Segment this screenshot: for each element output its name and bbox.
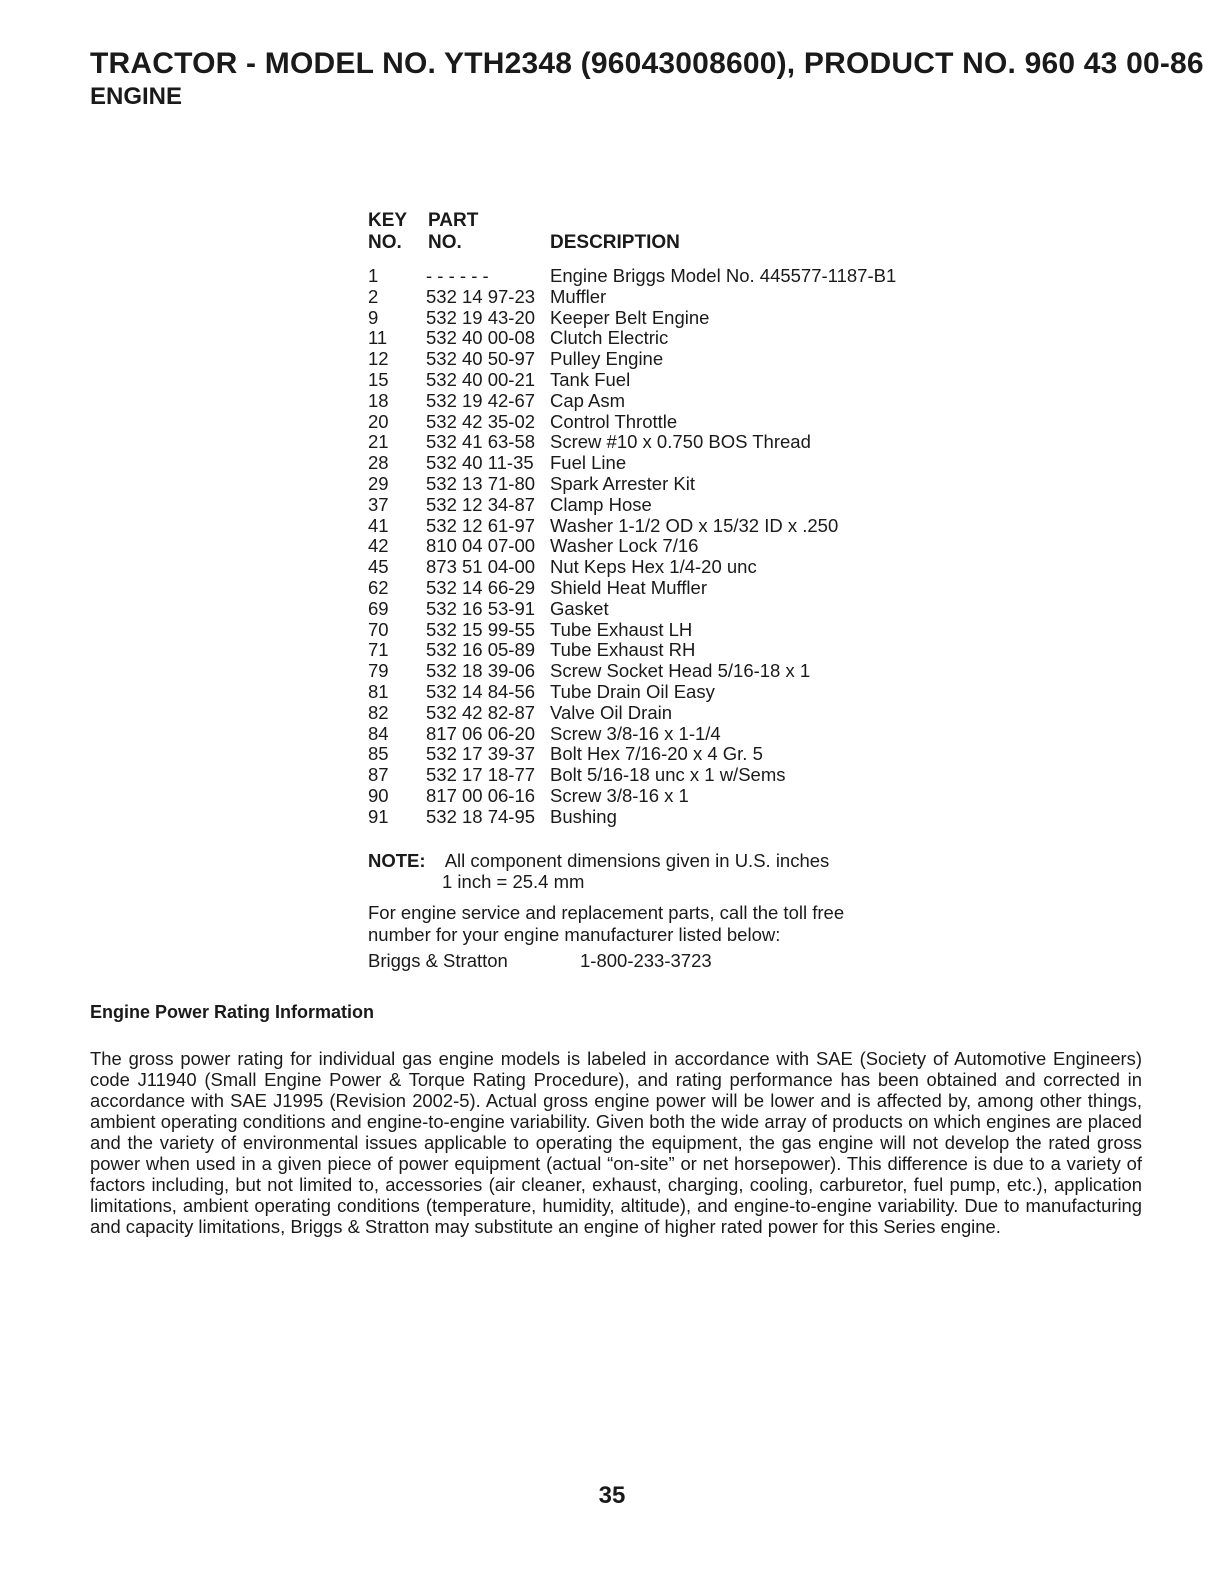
table-row	[368, 557, 968, 578]
part-no: 532 19 43-20	[426, 306, 536, 328]
service-line-1: For engine service and replacement parts, call the toll free	[368, 901, 845, 923]
part-description: Shield Heat Muffler	[550, 576, 707, 598]
part-description: Bushing	[550, 805, 617, 827]
table-row	[368, 682, 968, 703]
part-description: Tank Fuel	[550, 368, 631, 390]
part-description: Washer 1-1/2 OD x 15/32 ID x .250	[550, 514, 839, 536]
part-description: Fuel Line	[550, 452, 627, 474]
power-rating-paragraph: The gross power rating for individual gas engine models is labeled in accordance with SAE (Society of Automotive Engineers) code J11940 (Small Engine Power & Torque Rating Procedure), and rating performance has been obtained and corrected in accordance with SAE J1995 (Revision 2002-5). Actual gross engine power will be lower and is affected by, among other things, ambient operating conditions and engine-to-engine variability. Given both the wide array of products on which engines are placed and the variety of environmental issues applicable to operating the equipment, the gas engine will not develop the rated gross power when used in a given piece of power equipment (actual “on-site” or net horsepower). This difference is due to a variety of factors including, but not limited to, accessories (air cleaner, exhaust, charging, cooling, carburetor, fuel pump, etc.), application limitations, ambient operating conditions (temperature, humidity, altitude), and engine-to-engine variability. Due to manufacturing and capacity limitations, Briggs & Stratton may substitute an engine of higher rated power for this Series engine.	[90, 1048, 1142, 1237]
key-no: 90	[368, 784, 389, 806]
key-no: 9	[368, 306, 379, 328]
note-label: NOTE:	[368, 849, 426, 871]
part-no: 532 17 18-77	[426, 764, 536, 786]
table-row	[368, 266, 968, 287]
part-no: 532 42 35-02	[426, 410, 536, 432]
table-row	[368, 412, 968, 433]
key-no: 37	[368, 493, 389, 515]
table-row	[368, 308, 968, 329]
key-no: 2	[368, 285, 379, 307]
part-description: Bolt 5/16-18 unc x 1 w/Sems	[550, 764, 786, 786]
description-header: DESCRIPTION	[550, 232, 680, 253]
manufacturer-name: Briggs & Stratton	[368, 949, 508, 971]
table-row	[368, 661, 968, 682]
parts-table-header	[368, 210, 968, 254]
part-description: Bolt Hex 7/16-20 x 4 Gr. 5	[550, 743, 763, 765]
table-row	[368, 703, 968, 724]
key-no: 21	[368, 431, 389, 453]
key-no: 85	[368, 743, 389, 765]
manufacturer-contact	[368, 950, 968, 972]
part-no: 532 14 84-56	[426, 680, 536, 702]
part-no: 817 06 06-20	[426, 722, 536, 744]
key-no: 69	[368, 597, 389, 619]
part-no: 532 18 39-06	[426, 660, 536, 682]
part-description: Spark Arrester Kit	[550, 472, 695, 494]
part-no: 532 14 97-23	[426, 285, 536, 307]
power-rating-heading: Engine Power Rating Information	[90, 1002, 375, 1022]
table-row	[368, 724, 968, 745]
part-no: 532 12 34-87	[426, 493, 536, 515]
part-no: 532 14 66-29	[426, 576, 536, 598]
table-row	[368, 287, 968, 308]
note-text: All component dimensions given in U.S. inches	[444, 849, 830, 871]
parts-list	[368, 210, 968, 972]
part-description: Screw 3/8-16 x 1	[550, 784, 689, 806]
page-title: TRACTOR - MODEL NO. YTH2348 (96043008600), PRODUCT NO. 960 43 00-86	[90, 47, 1204, 80]
part-no: 532 16 05-89	[426, 639, 536, 661]
part-description: Tube Drain Oil Easy	[550, 680, 715, 702]
key-no: 71	[368, 639, 389, 661]
key-no: 84	[368, 722, 389, 744]
table-row	[368, 349, 968, 370]
table-row	[368, 599, 968, 620]
table-row	[368, 765, 968, 786]
part-description: Pulley Engine	[550, 348, 664, 370]
part-no: 810 04 07-00	[426, 535, 536, 557]
table-row	[368, 640, 968, 661]
key-no: 82	[368, 701, 389, 723]
part-description: Screw 3/8-16 x 1-1/4	[550, 722, 721, 744]
part-description: Clamp Hose	[550, 493, 652, 515]
parts-table	[368, 266, 968, 828]
key-no: 18	[368, 389, 389, 411]
key-no: 45	[368, 556, 389, 578]
part-description: Muffler	[550, 285, 607, 307]
part-no: 532 15 99-55	[426, 618, 536, 640]
part-no: 532 40 11-35	[426, 452, 534, 474]
part-description: Washer Lock 7/16	[550, 535, 699, 557]
table-row	[368, 495, 968, 516]
key-no: 41	[368, 514, 389, 536]
table-row	[368, 516, 968, 537]
table-row	[368, 453, 968, 474]
part-description: Cap Asm	[550, 389, 626, 411]
part-no: 532 19 42-67	[426, 389, 536, 411]
key-no: 1	[368, 265, 379, 286]
part-no: 532 40 00-08	[426, 327, 536, 349]
page-subtitle: ENGINE	[90, 83, 183, 110]
key-no: 12	[368, 348, 389, 370]
table-row	[368, 391, 968, 412]
part-no: 817 00 06-16	[426, 784, 536, 806]
part-description: Gasket	[550, 597, 609, 619]
page-number: 35	[598, 1482, 626, 1509]
table-row	[368, 744, 968, 765]
service-info	[368, 902, 968, 946]
part-no: 532 16 53-91	[426, 597, 536, 619]
table-row	[368, 432, 968, 453]
manufacturer-phone: 1-800-233-3723	[580, 949, 712, 971]
note-conversion: 1 inch = 25.4 mm	[442, 870, 585, 892]
key-no: 15	[368, 368, 389, 390]
part-description: Control Throttle	[550, 410, 678, 432]
part-description: Engine Briggs Model No. 445577-1187-B1	[550, 265, 897, 286]
part-no: 532 13 71-80	[426, 472, 536, 494]
key-no: 79	[368, 660, 389, 682]
part-description: Tube Exhaust LH	[550, 618, 693, 640]
part-description: Keeper Belt Engine	[550, 306, 710, 328]
service-line-2: number for your engine manufacturer listed below:	[368, 923, 781, 945]
part-description: Valve Oil Drain	[550, 701, 673, 723]
table-row	[368, 474, 968, 495]
table-row	[368, 578, 968, 599]
table-row	[368, 536, 968, 557]
key-no: 20	[368, 410, 389, 432]
key-no: 62	[368, 576, 389, 598]
part-no: 532 12 61-97	[426, 514, 536, 536]
part-no: - - - - - -	[426, 265, 489, 286]
part-no: 532 18 74-95	[426, 805, 536, 827]
part-no: 532 40 50-97	[426, 348, 536, 370]
part-description: Nut Keps Hex 1/4-20 unc	[550, 556, 757, 578]
key-no-header: KEY NO.	[368, 210, 408, 253]
part-no: 873 51 04-00	[426, 556, 536, 578]
key-no: 81	[368, 680, 389, 702]
key-no: 87	[368, 764, 389, 786]
part-no: 532 41 63-58	[426, 431, 536, 453]
key-no: 28	[368, 452, 389, 474]
table-row	[368, 786, 968, 807]
key-no: 11	[368, 327, 388, 349]
table-row	[368, 807, 968, 828]
part-no: 532 42 82-87	[426, 701, 536, 723]
part-no-header: PART NO.	[428, 210, 479, 253]
key-no: 42	[368, 535, 389, 557]
key-no: 29	[368, 472, 389, 494]
note	[368, 850, 968, 892]
table-row	[368, 328, 968, 349]
part-description: Screw Socket Head 5/16-18 x 1	[550, 660, 811, 682]
table-row	[368, 370, 968, 391]
key-no: 91	[368, 805, 389, 827]
part-description: Screw #10 x 0.750 BOS Thread	[550, 431, 811, 453]
key-no: 70	[368, 618, 389, 640]
table-row	[368, 620, 968, 641]
part-description: Clutch Electric	[550, 327, 669, 349]
part-no: 532 17 39-37	[426, 743, 536, 765]
part-no: 532 40 00-21	[426, 368, 536, 390]
part-description: Tube Exhaust RH	[550, 639, 696, 661]
